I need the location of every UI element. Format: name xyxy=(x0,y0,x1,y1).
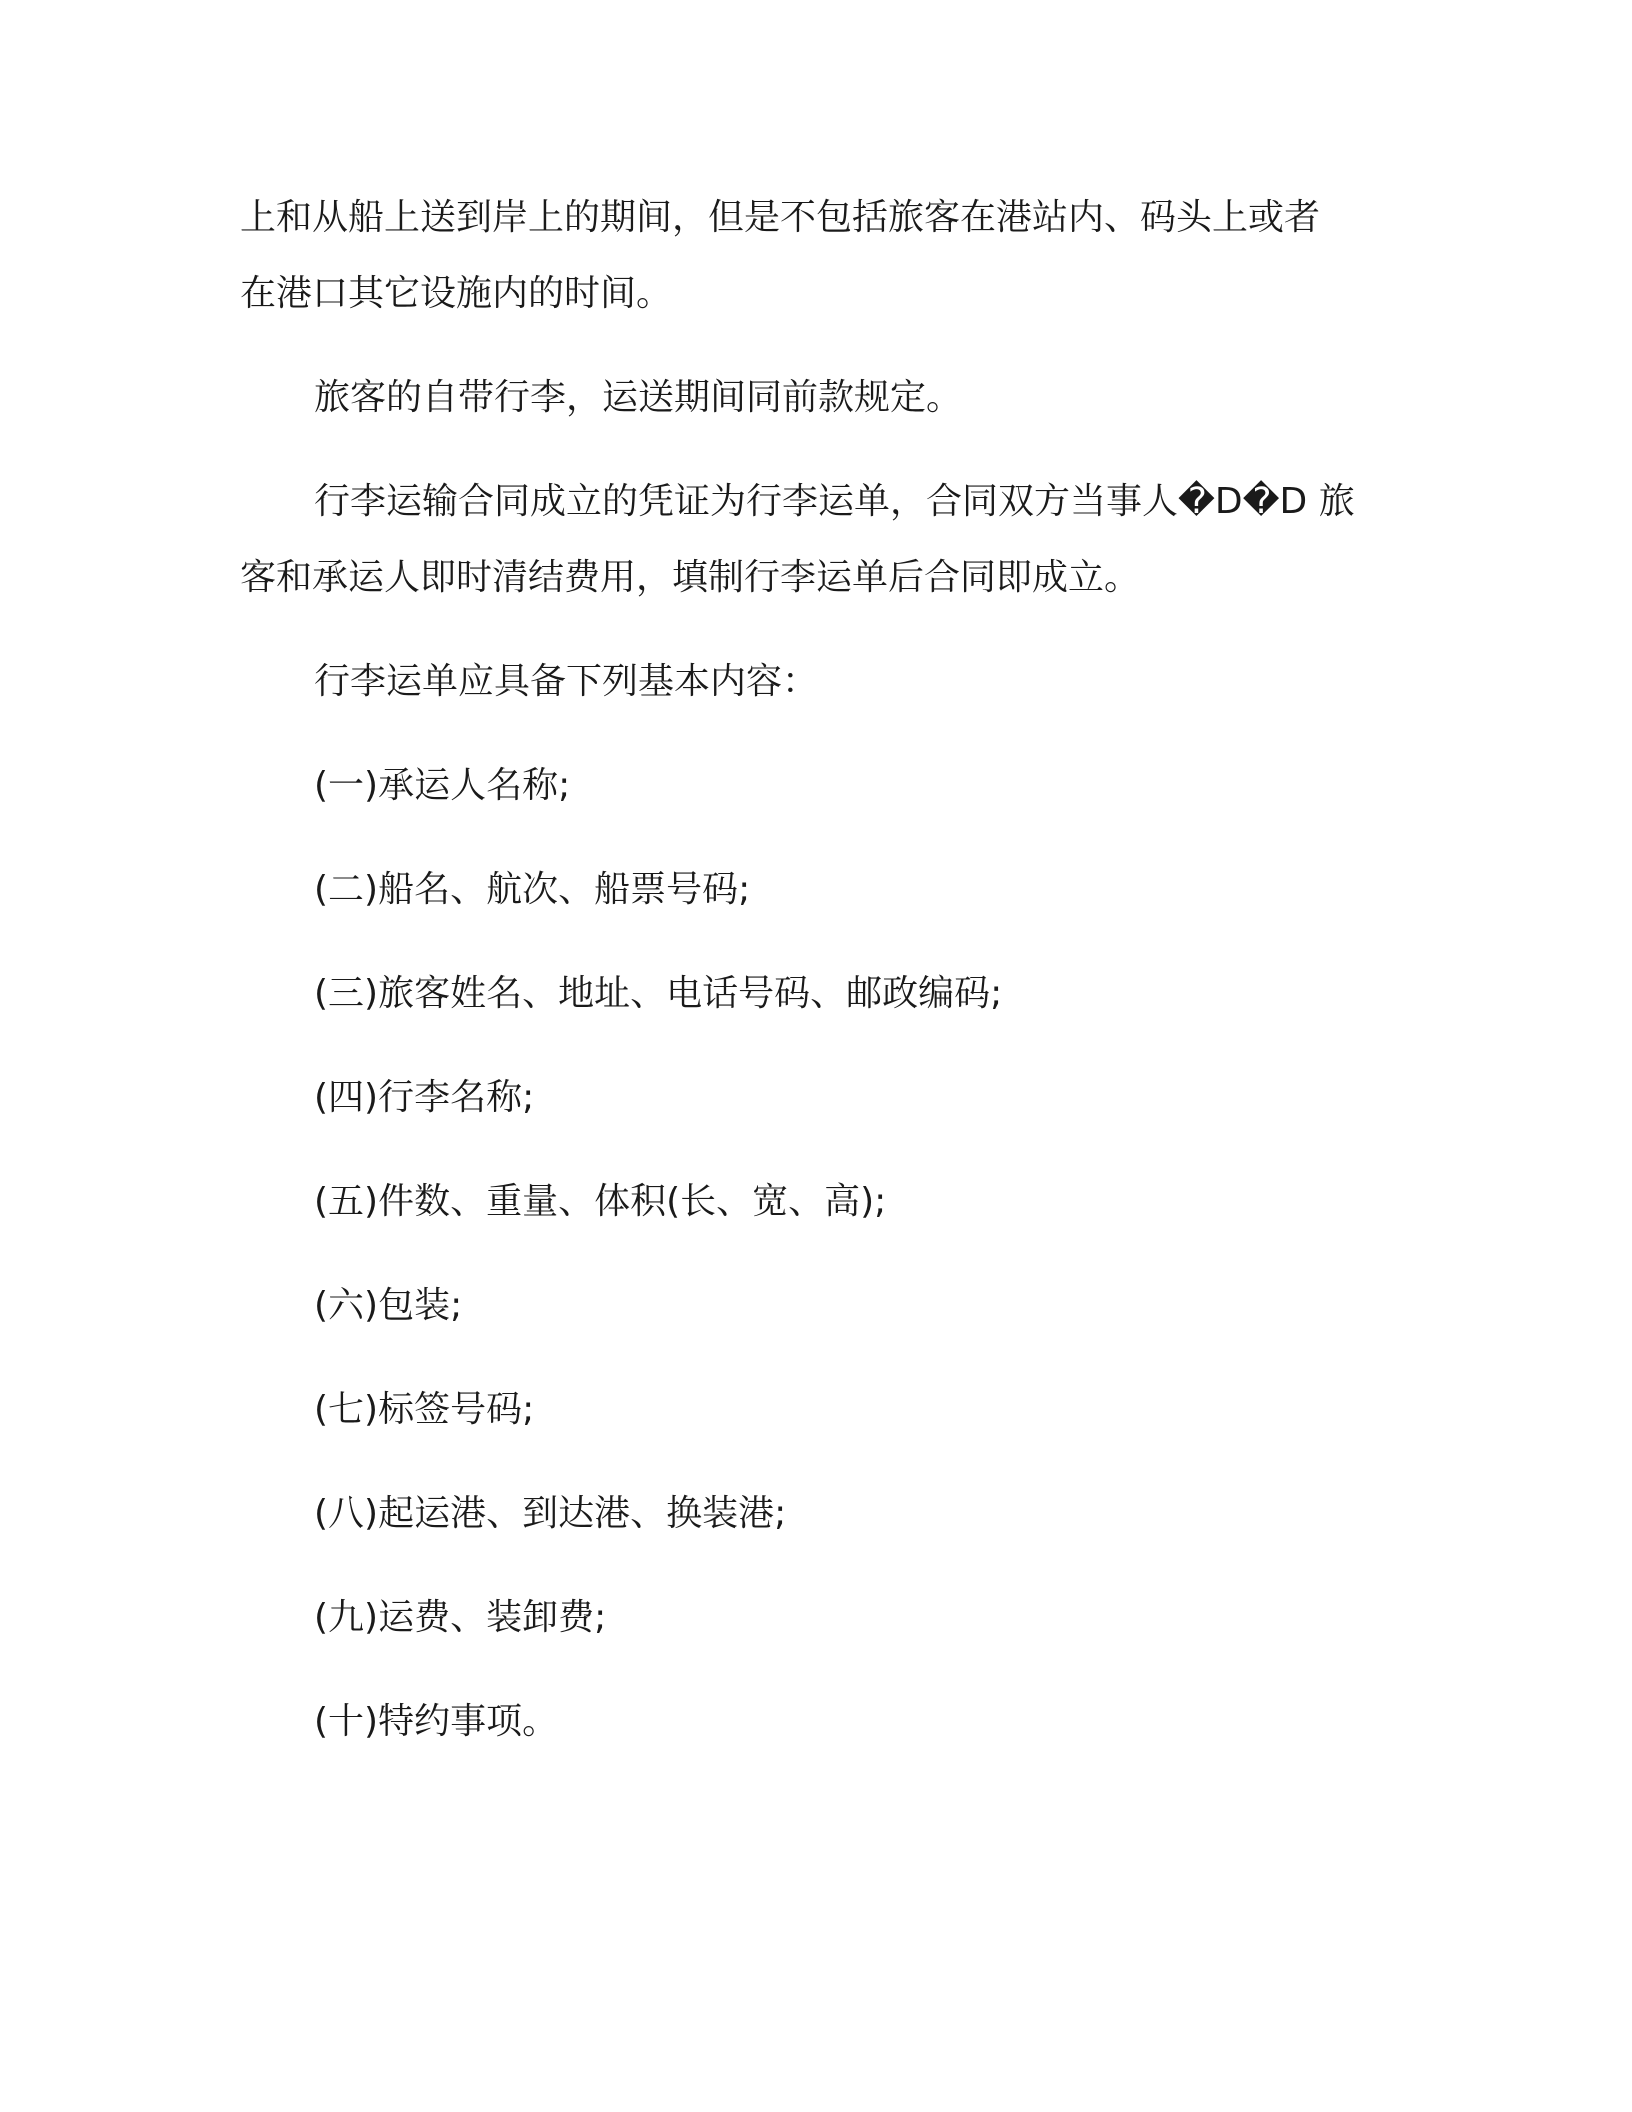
list-item: (六)包装; xyxy=(314,1285,463,1326)
paragraph-3-line-1: 行李运输合同成立的凭证为行李运单，合同双方当事人�D�D 旅 xyxy=(314,481,1355,522)
list-item: (八)起运港、到达港、换装港; xyxy=(314,1493,787,1534)
list-item: (二)船名、航次、船票号码; xyxy=(314,869,751,910)
list-item: (三)旅客姓名、地址、电话号码、邮政编码; xyxy=(314,973,1003,1014)
list-item: (四)行李名称; xyxy=(314,1077,535,1118)
paragraph-2: 旅客的自带行李，运送期间同前款规定。 xyxy=(314,377,963,418)
paragraph-1-line-1: 上和从船上送到岸上的期间，但是不包括旅客在港站内、码头上或者 xyxy=(240,197,1321,238)
list-item: (七)标签号码; xyxy=(314,1389,535,1430)
paragraph-1-line-2: 在港口其它设施内的时间。 xyxy=(240,273,673,314)
paragraph-3-line-2: 客和承运人即时清结费用，填制行李运单后合同即成立。 xyxy=(240,557,1141,598)
list-item: (一)承运人名称; xyxy=(314,765,571,806)
paragraph-4: 行李运单应具备下列基本内容： xyxy=(314,661,819,702)
list-item: (五)件数、重量、体积(长、宽、高); xyxy=(314,1181,887,1222)
list-item: (十)特约事项。 xyxy=(314,1701,559,1742)
list-item: (九)运费、装卸费; xyxy=(314,1597,607,1638)
